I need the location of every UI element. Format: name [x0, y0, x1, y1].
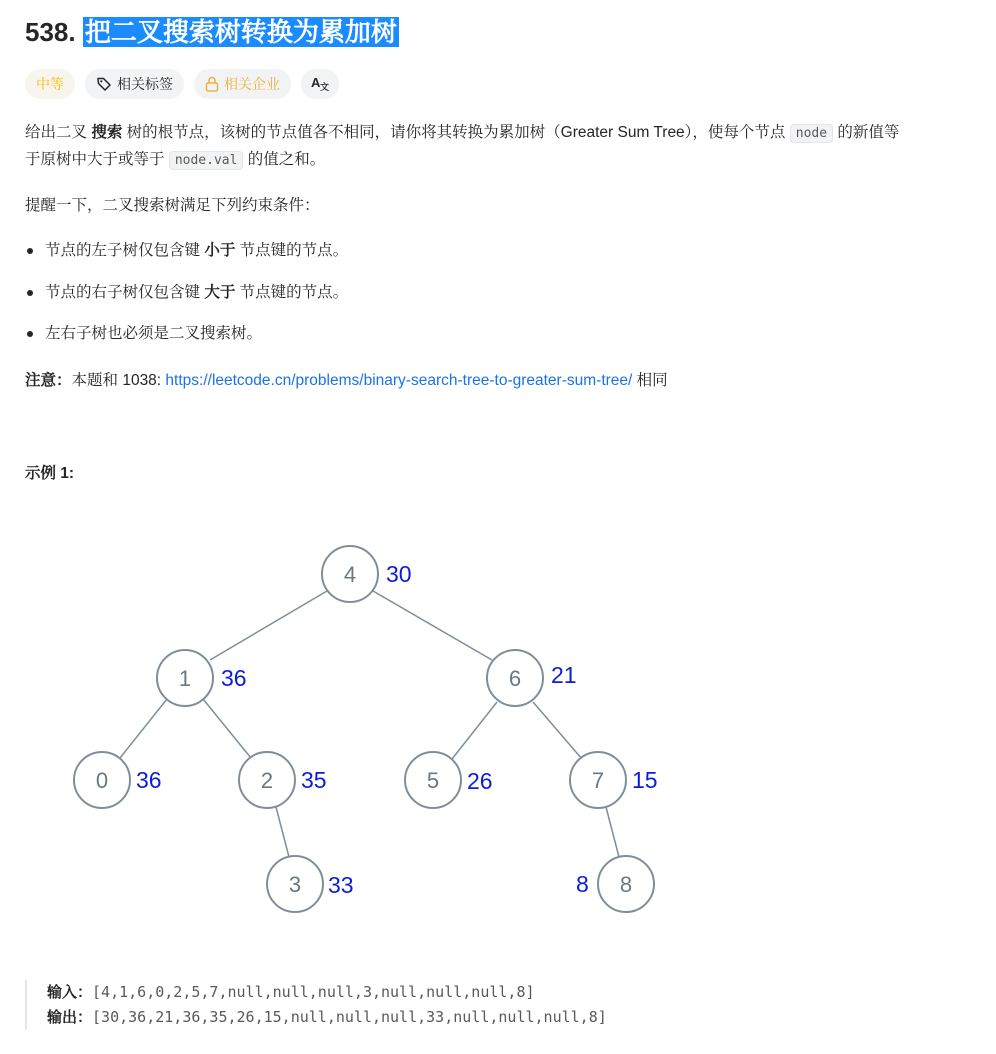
- tree-node-value: 3: [288, 872, 302, 897]
- constraint-intro: 提醒一下，二叉搜索树满足下列约束条件：: [25, 197, 320, 214]
- tree-sum-label: 26: [467, 768, 493, 794]
- note-text: 本题和 1038:: [71, 372, 166, 389]
- input-value: [4,1,6,0,2,5,7,null,null,null,3,null,null,null,8]: [92, 983, 535, 1001]
- desc-bold: 搜索: [91, 124, 123, 141]
- description-paragraph: [25, 120, 996, 174]
- tree-node-values: [96, 562, 632, 897]
- related-companies-button[interactable]: [194, 69, 291, 99]
- bullet-bold: 小于: [204, 242, 236, 259]
- desc-text: 给出二叉: [25, 124, 92, 141]
- tree-edge: [276, 807, 289, 857]
- page-title: [25, 12, 399, 52]
- translate-icon: [311, 75, 329, 94]
- tree-node-value: 4: [343, 562, 357, 587]
- tag-bar: [25, 69, 339, 99]
- output-value: [30,36,21,36,35,26,15,null,null,null,33,null,null,null,8]: [92, 1008, 607, 1026]
- bullet-bold: 大于: [204, 284, 236, 301]
- tree-sum-label: 36: [136, 767, 162, 793]
- translate-button[interactable]: [301, 69, 339, 99]
- tree-sum-label: 35: [301, 767, 327, 793]
- desc-text: 的值之和。: [243, 151, 326, 168]
- tree-sum-label: 15: [632, 767, 658, 793]
- related-tags-button[interactable]: [85, 69, 184, 99]
- note-text: 相同: [632, 372, 668, 389]
- tree-sum-labels: [136, 561, 658, 898]
- tree-sum-label: 36: [221, 665, 247, 691]
- lock-icon: [205, 76, 219, 92]
- bullet-text: 节点的右子树仅包含键: [45, 284, 205, 301]
- tree-sum-label: 33: [328, 872, 354, 898]
- bullet-text: 左右子树也必须是二叉搜索树。: [45, 325, 263, 342]
- bullet-text: 节点键的节点。: [235, 242, 349, 259]
- problem-number: 538.: [25, 17, 76, 47]
- input-line: [47, 980, 607, 1005]
- difficulty-label: 中等: [36, 76, 64, 92]
- tree-edge: [203, 699, 251, 758]
- bullet-text: 节点键的节点。: [235, 284, 349, 301]
- tree-node-value: 8: [619, 872, 633, 897]
- svg-text:文: 文: [320, 82, 329, 91]
- tree-edges: [120, 591, 619, 857]
- tree-diagram: [0, 500, 700, 920]
- tree-edge: [210, 591, 327, 660]
- difficulty-badge[interactable]: [25, 69, 75, 99]
- tree-node-value: 2: [260, 768, 274, 793]
- related-tags-label: 相关标签: [117, 76, 173, 92]
- bullet-dot: [27, 248, 33, 254]
- tree-edge: [120, 699, 167, 758]
- tree-sum-label: 30: [386, 561, 412, 587]
- related-problem-link[interactable]: https://leetcode.cn/problems/binary-search-tree-to-greater-sum-tree/: [165, 372, 633, 389]
- desc-text: 树的根节点，该树的节点值各不相同，请你将其转换为累加树（Greater Sum Tree），使每个节点: [122, 124, 790, 141]
- tree-nodes: [74, 546, 654, 912]
- tree-node-value: 7: [591, 768, 605, 793]
- related-companies-label: 相关企业: [224, 76, 280, 92]
- note-label: 注意：: [25, 372, 72, 389]
- desc-text: 的新值等: [833, 124, 900, 141]
- tree-node-value: 5: [426, 768, 440, 793]
- tree-edge: [606, 807, 619, 857]
- tree-sum-label: 8: [576, 871, 589, 897]
- tree-node-value: 0: [95, 768, 109, 793]
- output-label: 输出：: [47, 1009, 93, 1026]
- desc-text: 于原树中大于或等于: [25, 151, 169, 168]
- input-label: 输入：: [47, 984, 93, 1001]
- tree-edge: [533, 702, 582, 759]
- bullet-dot: [27, 331, 33, 337]
- tree-node-value: 1: [178, 666, 192, 691]
- bullet-dot: [27, 290, 33, 296]
- problem-title: 把二叉搜索树转换为累加树: [84, 17, 397, 47]
- svg-text:A: A: [311, 74, 321, 90]
- inline-code: node: [790, 124, 833, 143]
- tree-sum-label: 21: [551, 662, 577, 688]
- note-paragraph: [25, 368, 668, 394]
- example-io: [25, 980, 607, 1030]
- example-title: 示例 1:: [25, 465, 75, 482]
- tree-node-value: 6: [508, 666, 522, 691]
- tree-edge: [373, 591, 492, 660]
- output-line: [47, 1005, 607, 1030]
- tag-icon: [96, 76, 112, 92]
- tree-edge: [452, 702, 497, 759]
- bullet-text: 节点的左子树仅包含键: [45, 242, 205, 259]
- inline-code: node.val: [169, 151, 244, 170]
